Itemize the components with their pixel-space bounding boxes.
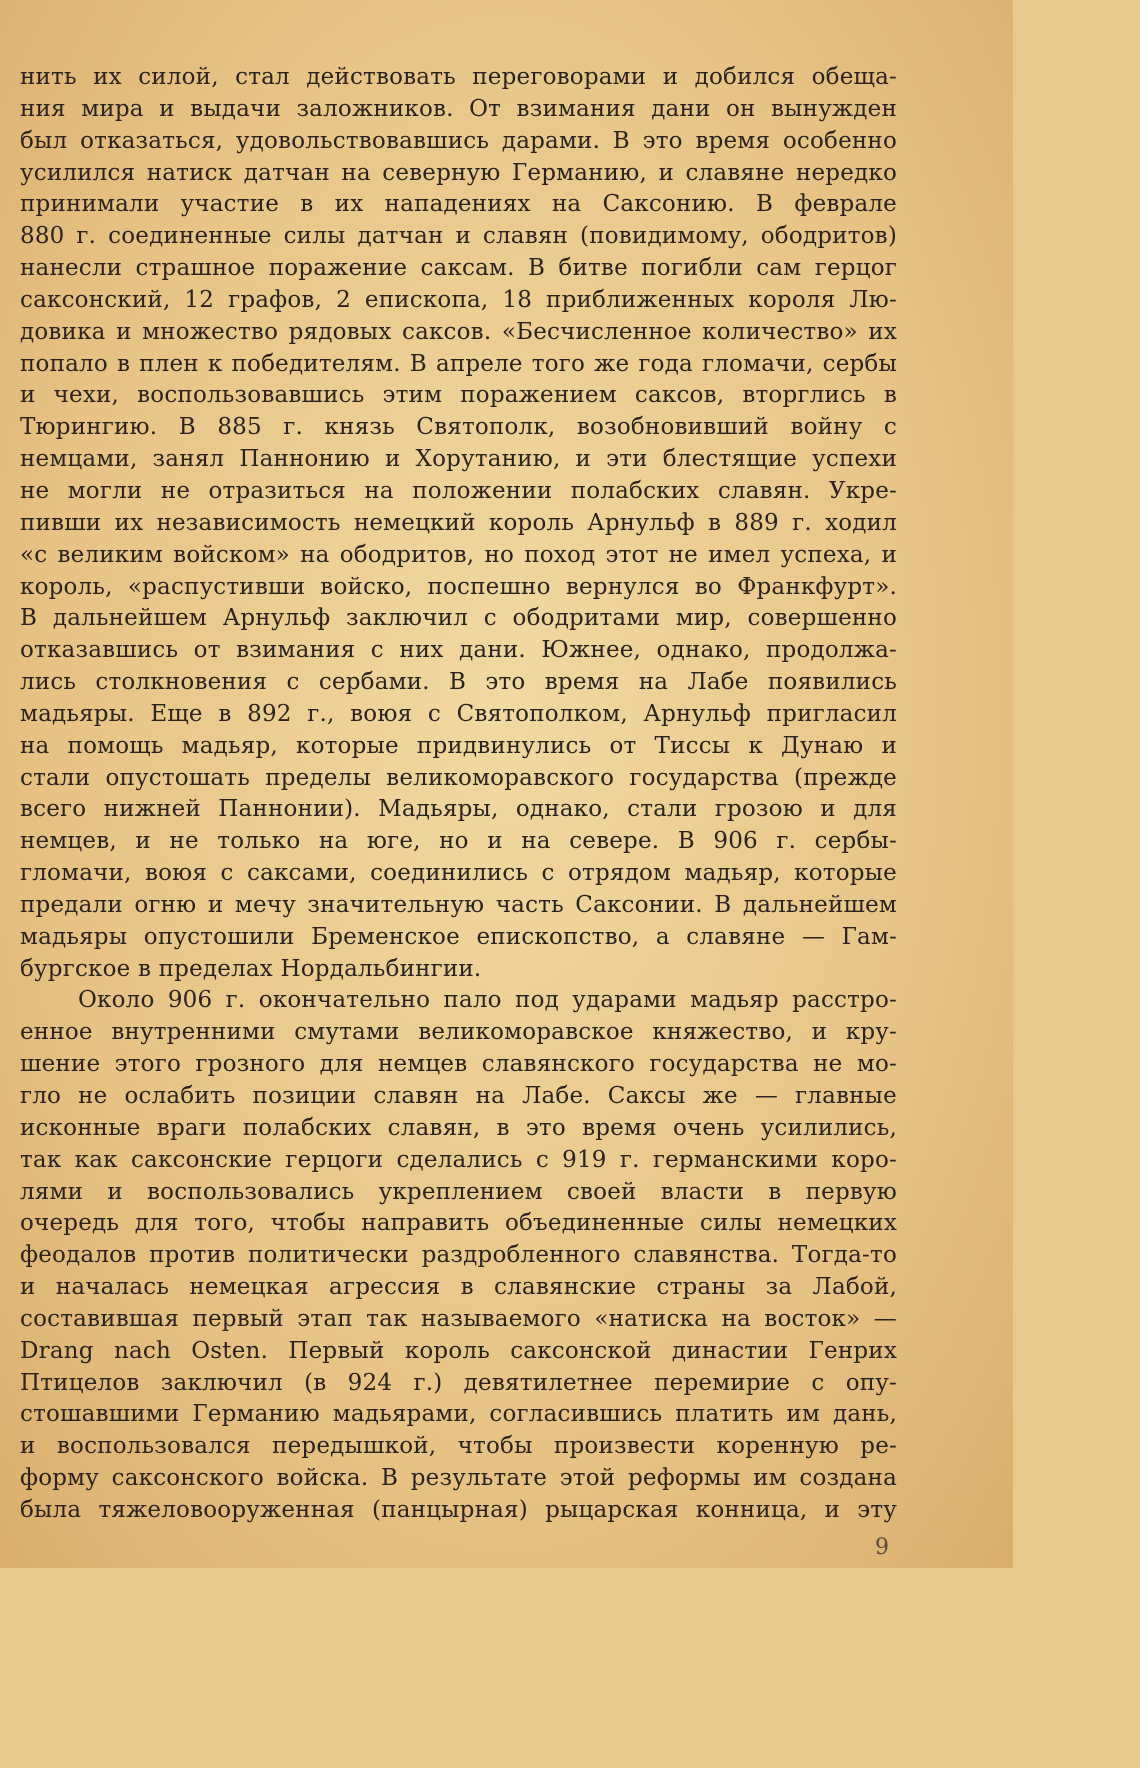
text-line: составившая первый этап так называемого «натиска на восток» — (20, 1305, 897, 1332)
text-line: стали опустошать пределы великоморавского государства (прежде (20, 764, 897, 791)
text-line: мадьяры опустошили Бременское епископство, а славяне — Гам- (20, 923, 897, 950)
text-line: ния мира и выдачи заложников. От взимания дани он вынужден (20, 95, 897, 122)
text-line: и чехи, воспользовавшись этим поражением саксов, вторглись в (20, 382, 897, 409)
text-line: так как саксонские герцоги сделались с 919 г. германскими коро- (20, 1146, 897, 1173)
text-line: саксонский, 12 графов, 2 епископа, 18 приближенных короля Лю- (20, 286, 897, 313)
text-line: усилился натиск датчан на северную Германию, и славяне нередко (20, 159, 897, 186)
text-line: и воспользовался передышкой, чтобы произвести коренную ре- (20, 1433, 897, 1460)
text-line: немцами, занял Паннонию и Хорутанию, и эти блестящие успехи (20, 446, 897, 473)
text-line: енное внутренними смутами великоморавское княжество, и кру- (20, 1019, 897, 1046)
page-number: 9 (875, 1535, 889, 1560)
text-line: гло не ослабить позиции славян на Лабе. Саксы же — главные (20, 1083, 897, 1109)
text-line: довика и множество рядовых саксов. «Бесчисленное количество» их (20, 318, 897, 345)
text-line: мадьяры. Еще в 892 г., воюя с Святополком, Арнульф пригласил (20, 700, 897, 727)
text-line: Около 906 г. окончательно пало под ударами мадьяр расстро- (78, 987, 897, 1014)
text-line: предали огню и мечу значительную часть Саксонии. В дальнейшем (20, 891, 897, 918)
text-line: немцев, и не только на юге, но и на севере. В 906 г. сербы- (20, 828, 897, 855)
text-line: нанесли страшное поражение саксам. В битве погибли сам герцог (20, 255, 897, 282)
text-line: Птицелов заключил (в 924 г.) девятилетнее перемирие с опу- (20, 1369, 897, 1396)
text-line: исконные враги полабских славян, в это время очень усилились, (20, 1114, 897, 1141)
text-line: шение этого грозного для немцев славянского государства не мо- (20, 1051, 897, 1078)
text-line: нить их силой, стал действовать переговорами и добился обеща- (20, 64, 897, 90)
text-line: был отказаться, удовольствовавшись дарами. В это время особенно (20, 127, 897, 154)
text-line: гломачи, воюя с саксами, соединились с отрядом мадьяр, которые (20, 860, 897, 887)
text-line: король, «распустивши войско, поспешно вернулся во Франкфурт». (20, 573, 897, 600)
text-line: феодалов против политически раздробленного славянства. Тогда-то (20, 1242, 897, 1269)
text-line: отказавшись от взимания с них дани. Южнее, однако, продолжа- (20, 637, 897, 664)
text-line: очередь для того, чтобы направить объединенные силы немецких (20, 1210, 897, 1237)
text-line: лись столкновения с сербами. В это время на Лабе появились (20, 669, 897, 696)
text-line: стошавшими Германию мадьярами, согласившись платить им дань, (20, 1401, 897, 1428)
text-line: попало в плен к победителям. В апреле того же года гломачи, сербы (20, 350, 897, 377)
text-line: лями и воспользовались укреплением своей власти в первую (20, 1178, 897, 1205)
text-line: пивши их независимость немецкий король Арнульф в 889 г. ходил (20, 509, 897, 536)
text-line: и началась немецкая агрессия в славянские страны за Лабой, (20, 1274, 897, 1301)
text-line: форму саксонского войска. В результате этой реформы им создана (20, 1465, 897, 1492)
text-line: Тюрингию. В 885 г. князь Святополк, возобновивший войну с (20, 414, 897, 441)
text-line: бургское в пределах Нордальбингии. (20, 955, 482, 982)
text-line: была тяжеловооруженная (панцырная) рыцарская конница, и эту (20, 1496, 897, 1523)
text-line: на помощь мадьяр, которые придвинулись от Тиссы к Дунаю и (20, 732, 897, 759)
text-line: не могли не отразиться на положении полабских славян. Укре- (20, 477, 897, 504)
text-line: «с великим войском» на ободритов, но поход этот не имел успеха, и (20, 541, 897, 568)
text-line: всего нижней Паннонии). Мадьяры, однако, стали грозою и для (20, 796, 897, 823)
text-line: Drang nach Osten. Первый король саксонской династии Генрих (20, 1337, 897, 1364)
text-line: 880 г. соединенные силы датчан и славян (повидимому, ободритов) (20, 223, 897, 250)
text-line: В дальнейшем Арнульф заключил с ободритами мир, совершенно (20, 605, 897, 632)
page-text (20, 62, 897, 1527)
text-line: принимали участие в их нападениях на Саксонию. В феврале (20, 191, 897, 218)
